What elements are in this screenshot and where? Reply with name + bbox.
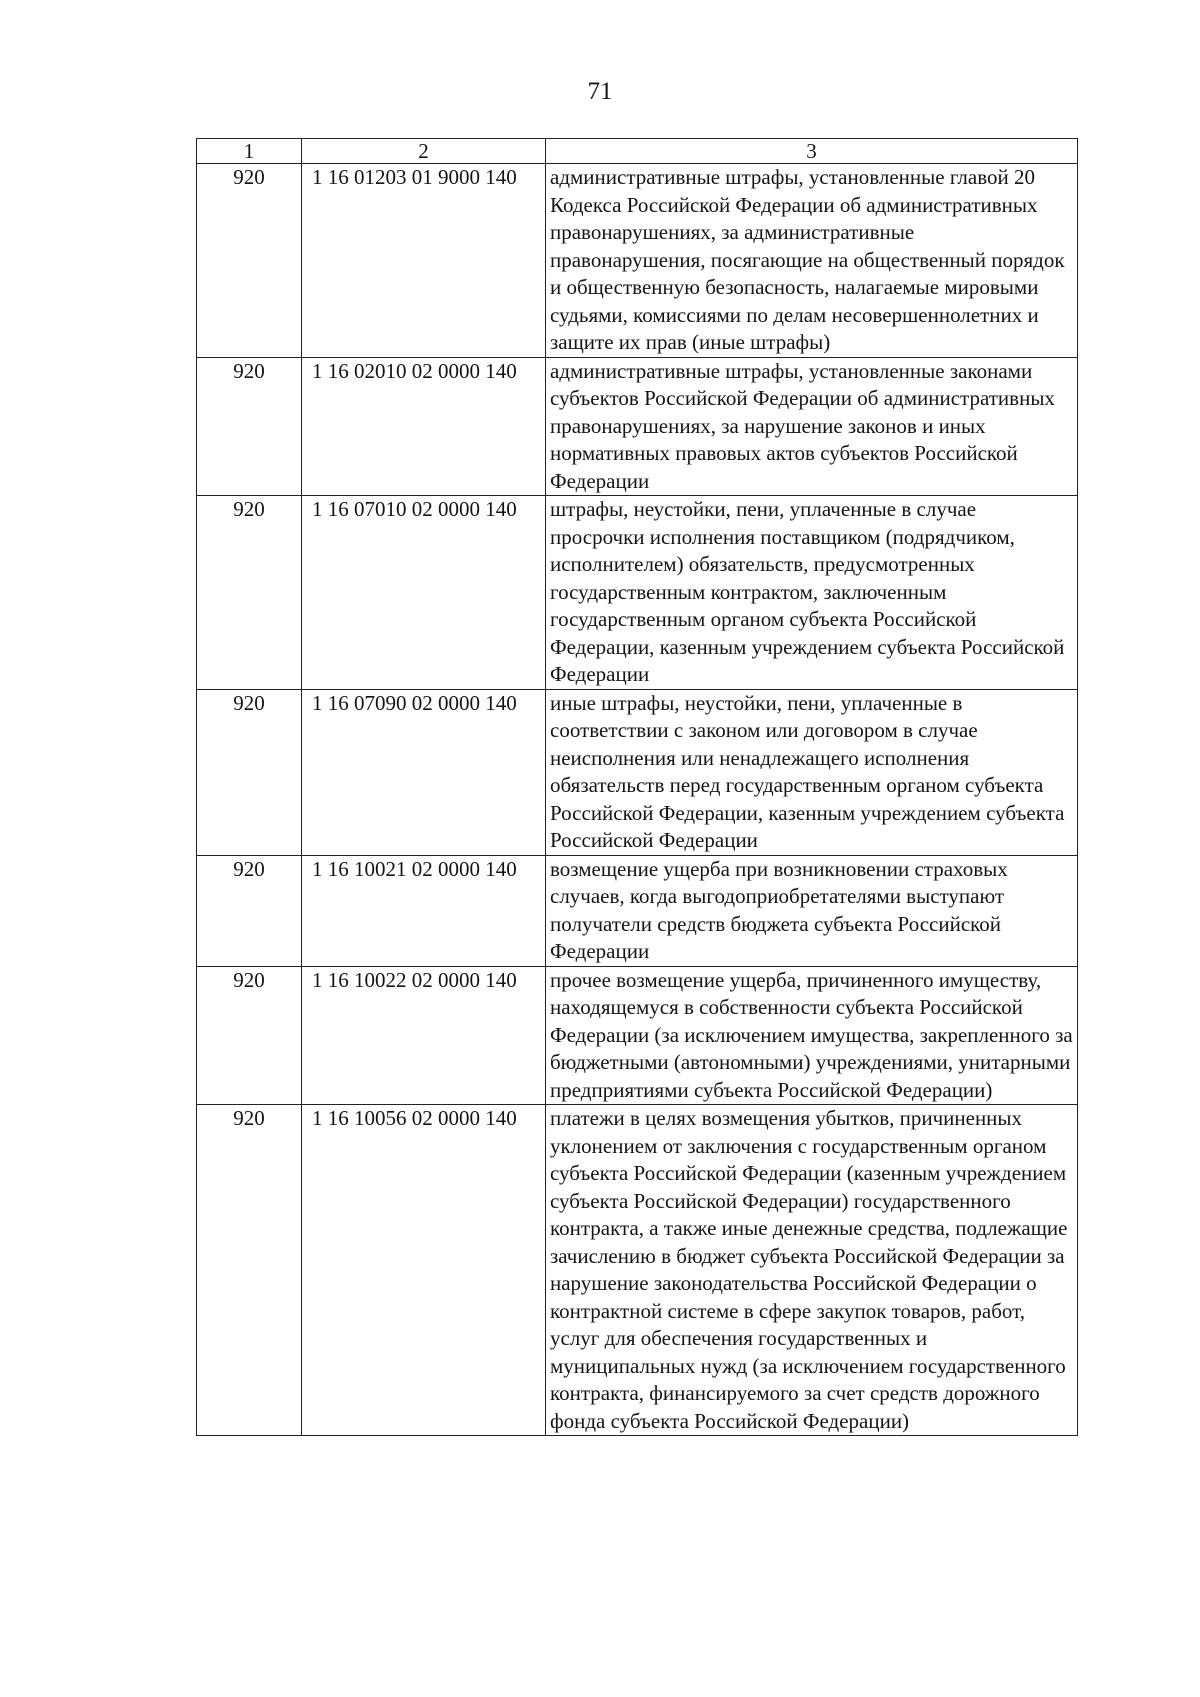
description-cell: штрафы, неустойки, пени, уплаченные в случае просрочки исполнения поставщиком (подрядчиком, исполнителем) обязательств, предусмотренных государственным контрактом, заключенным государственным органом субъекта Российской Федерации, казенным учреждением субъекта Российской Федерации [546, 496, 1078, 690]
revenue-code-table [196, 138, 1078, 1436]
column-header-1: 1 [197, 139, 302, 164]
table-row [197, 1105, 1078, 1436]
admin-code-cell: 920 [197, 855, 302, 966]
admin-code-cell: 920 [197, 357, 302, 496]
table-row [197, 689, 1078, 855]
table-row [197, 855, 1078, 966]
table-row [197, 496, 1078, 690]
budget-code-cell: 1 16 07010 02 0000 140 [302, 496, 546, 690]
table-row [197, 357, 1078, 496]
table-row [197, 164, 1078, 358]
description-cell: возмещение ущерба при возникновении страховых случаев, когда выгодоприобретателями выступают получатели средств бюджета субъекта Российской Федерации [546, 855, 1078, 966]
budget-code-cell: 1 16 10022 02 0000 140 [302, 966, 546, 1105]
admin-code-cell: 920 [197, 966, 302, 1105]
description-cell: иные штрафы, неустойки, пени, уплаченные в соответствии с законом или договором в случае неисполнения или ненадлежащего исполнения обязательств перед государственным органом субъекта Российской Федерации, казенным учреждением субъекта Российской Федерации [546, 689, 1078, 855]
column-header-3: 3 [546, 139, 1078, 164]
budget-code-cell: 1 16 02010 02 0000 140 [302, 357, 546, 496]
budget-code-cell: 1 16 07090 02 0000 140 [302, 689, 546, 855]
table-row [197, 966, 1078, 1105]
description-cell: прочее возмещение ущерба, причиненного имуществу, находящемуся в собственности субъекта Российской Федерации (за исключением имущества, закрепленного за бюджетными (автономными) учреждениями, унитарными предприятиями субъекта Российской Федерации) [546, 966, 1078, 1105]
page-number: 71 [587, 78, 613, 105]
budget-code-cell: 1 16 01203 01 9000 140 [302, 164, 546, 358]
admin-code-cell: 920 [197, 689, 302, 855]
table-header-row [197, 139, 1078, 164]
description-cell: административные штрафы, установленные законами субъектов Российской Федерации об административных правонарушениях, за нарушение законов и иных нормативных правовых актов субъектов Российской Федерации [546, 357, 1078, 496]
budget-code-cell: 1 16 10056 02 0000 140 [302, 1105, 546, 1436]
budget-code-cell: 1 16 10021 02 0000 140 [302, 855, 546, 966]
admin-code-cell: 920 [197, 1105, 302, 1436]
description-cell: платежи в целях возмещения убытков, причиненных уклонением от заключения с государственным органом субъекта Российской Федерации (казенным учреждением субъекта Российской Федерации) государственного контракта, а также иные денежные средства, подлежащие зачислению в бюджет субъекта Российской Федерации за нарушение законодательства Российской Федерации о контрактной системе в сфере закупок товаров, работ, услуг для обеспечения государственных и муниципальных нужд (за исключением государственного контракта, финансируемого за счет средств дорожного фонда субъекта Российской Федерации) [546, 1105, 1078, 1436]
admin-code-cell: 920 [197, 496, 302, 690]
column-header-2: 2 [302, 139, 546, 164]
description-cell: административные штрафы, установленные главой 20 Кодекса Российской Федерации об административных правонарушениях, за административные правонарушения, посягающие на общественный порядок и общественную безопасность, налагаемые мировыми судьями, комиссиями по делам несовершеннолетних и защите их прав (иные штрафы) [546, 164, 1078, 358]
admin-code-cell: 920 [197, 164, 302, 358]
